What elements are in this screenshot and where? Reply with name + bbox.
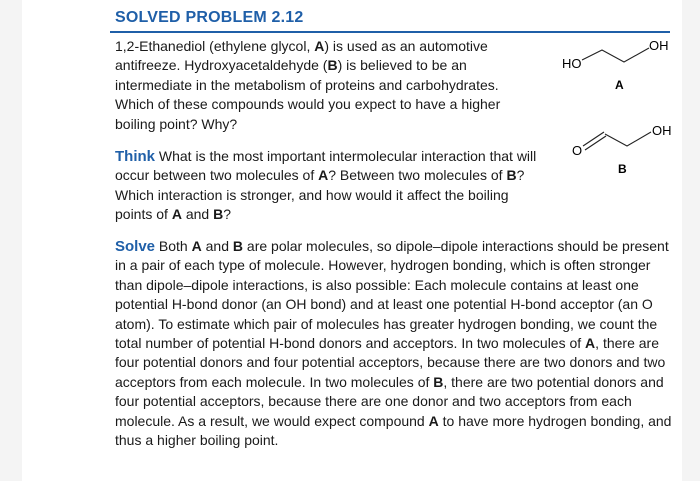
text-run: Both [158, 238, 192, 254]
text-run: ? Between two molecules of [328, 167, 507, 184]
text-run: ) is used as an automotive antifreeze. Hydroxyacetaldehyde ( [115, 38, 488, 74]
structure-b-oh-label: OH [652, 123, 672, 138]
text-run: A [314, 38, 325, 54]
solve-heading: Solve [115, 238, 156, 255]
text-run: to have more hydrogen bonding, and thus a higher boiling point. [115, 412, 672, 449]
think-section [115, 147, 545, 225]
text-run: B [232, 238, 244, 254]
text-run: and [201, 238, 233, 254]
problem-statement [115, 37, 535, 134]
text-run: ? Which interaction is stronger, and how would it affect the boiling points of [115, 167, 525, 223]
structure-a-ethylene-glycol [555, 30, 680, 95]
think-text [115, 148, 536, 222]
text-run: A [191, 238, 202, 254]
text-run: What is the most important intermolecular interaction that will occur between two molecules of [115, 148, 537, 184]
text-run: , there are four potential donors and four potential acceptors, because there are two donors and two acceptors from each molecule. In two molecules of [115, 335, 666, 390]
solve-section [115, 237, 675, 450]
text-run: , there are two potential donors and four potential acceptors, because there are one donor and two acceptors from each molecule. As a result, we would expect compound [115, 373, 664, 429]
right-margin-bar [682, 0, 700, 481]
text-run: A [318, 167, 329, 184]
text-run: are polar molecules, so dipole–dipole interactions should be present in a pair of each type of molecule. However, hydrogen bonding, which is often stronger than dipole–dipole interactions, is also possible: Each molecule contains at least one potential H-bond donor (an OH bond) and at least one potential H-bond acceptor (an O atom). To estimate which pair of molecules has greater hydrogen bonding, we count the total number of potential H-bond donors and acceptors. In two molecules of [115, 238, 669, 352]
problem-title: SOLVED PROBLEM 2.12 [115, 9, 304, 26]
text-run: ) is believed to be an intermediate in the metabolism of proteins and carbohydrates. Which of these compounds would you expect to have a higher boiling point? Why? [115, 57, 501, 132]
left-margin-bar [0, 0, 22, 481]
text-run: B [506, 167, 517, 184]
text-run: B [213, 206, 224, 223]
structure-b-bonds [605, 132, 651, 146]
text-run: 1,2-Ethanediol (ethylene glycol, [115, 38, 315, 54]
structure-a-ho-label: HO [562, 56, 582, 71]
text-run: and [181, 206, 214, 223]
text-run: ? [223, 206, 232, 223]
solve-text [115, 238, 671, 448]
text-run: A [428, 412, 439, 429]
structure-b-hydroxyacetaldehyde [565, 120, 680, 180]
structure-a-bonds [582, 48, 649, 62]
structure-a-oh-label: OH [649, 38, 669, 53]
text-run: A [171, 206, 182, 223]
text-run: B [433, 373, 444, 390]
text-run: B [327, 57, 338, 74]
structure-a-caption: A [615, 78, 624, 92]
text-run: A [585, 335, 596, 352]
structure-b-o-label: O [572, 143, 583, 158]
structure-b-caption: B [618, 162, 627, 176]
think-heading: Think [115, 148, 155, 165]
